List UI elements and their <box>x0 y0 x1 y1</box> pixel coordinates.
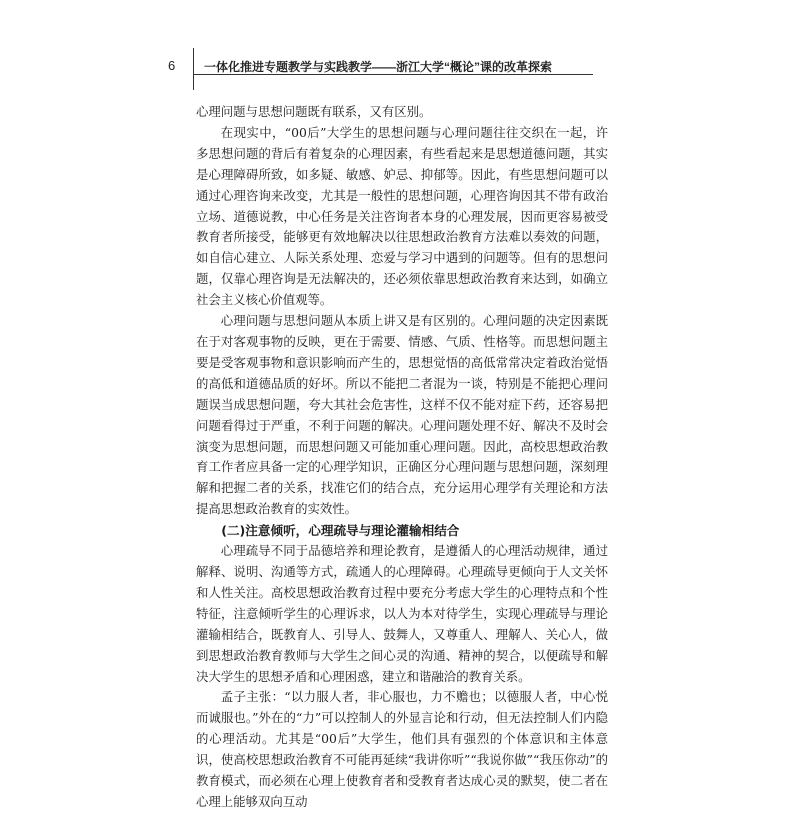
running-title: 一体化推进专题教学与实践教学——浙江大学“概论”课的改革探索 <box>204 60 553 74</box>
paragraph: 心理问题与思想问题从本质上讲又是有区别的。心理问题的决定因素既在于对客观事物的反映，更在于需要、情感、气质、性格等。而思想问题主要是受客观事物和意识影响而产生的，思想觉悟的高低常常决定着政治觉悟的高低和道德品质的好坏。所以不能把二者混为一谈，特别是不能把心理问题误当成思想问题，夸大其社会危害性，这样不仅不能对症下药，还容易把问题看得过于严重，不利于问题的解决。心理问题处理不好、解决不及时会演变为思想问题，而思想问题又可能加重心理问题。因此，高校思想政治教育工作者应具备一定的心理学知识，正确区分心理问题与思想问题，深刻理解和把握二者的关系，找准它们的结合点，充分运用心理学有关理论和方法提高思想政治教育的实效性。 <box>196 313 608 517</box>
paragraph: 在现实中，“00后”大学生的思想问题与心理问题往往交织在一起，许多思想问题的背后有着复杂的心理因素，有些看起来是思想道德问题，其实是心理障碍所致，如多疑、敏感、妒忌、抑郁等。因此，有些思想问题可以通过心理咨询来改变，尤其是一般性的思想问题，心理咨询因其不带有政治立场、道德说教，中心任务是关注咨询者本身的心理发展，因而更容易被受教育者所接受，能够更有效地解决以往思想政治教育方法难以奏效的问题，如自信心建立、人际关系处理、恋爱与学习中遇到的问题等。但有的思想问题，仅靠心理咨询是无法解决的，还必须依靠思想政治教育来达到，如确立社会主义核心价值观等。 <box>196 124 608 308</box>
page-number: 6 <box>168 58 176 73</box>
page-header <box>0 0 800 100</box>
page-body <box>196 102 608 813</box>
paragraph: 心理问题与思想问题既有联系，又有区别。 <box>196 104 432 119</box>
paragraph: 心理疏导不同于品德培养和理论教育，是遵循人的心理活动规律，通过解释、说明、沟通等方式，疏通人的心理障碍。心理疏导更倾向于人文关怀和人性关注。高校思想政治教育过程中要充分考虑大学生的心理特点和个性特征，注意倾听学生的心理诉求，以人为本对待学生，实现心理疏导与理论灌输相结合，既教育人、引导人、鼓舞人，又尊重人、理解人、关心人，做到思想政治教育教师与大学生之间心灵的沟通、精神的契合，以便疏导和解决大学生的思想矛盾和心理困惑，建立和谐融洽的教育关系。 <box>196 543 608 684</box>
paragraph: 孟子主张：“以力服人者，非心服也，力不赡也；以德服人者，中心悦而诚服也。”外在的“力”可以控制人的外显言论和行动，但无法控制人们内隐的心理活动。尤其是“00后”大学生，他们具有强烈的个体意识和主体意识，使高校思想政治教育不可能再延续“我讲你听”“我说你做”“我压你动”的教育模式，而必须在心理上使教育者和受教育者达成心灵的默契，使二者在心理上能够双向互动 <box>196 689 608 809</box>
header-vertical-rule <box>193 48 194 90</box>
section-heading: (二)注意倾听，心理疏导与理论灌输相结合 <box>221 523 460 539</box>
